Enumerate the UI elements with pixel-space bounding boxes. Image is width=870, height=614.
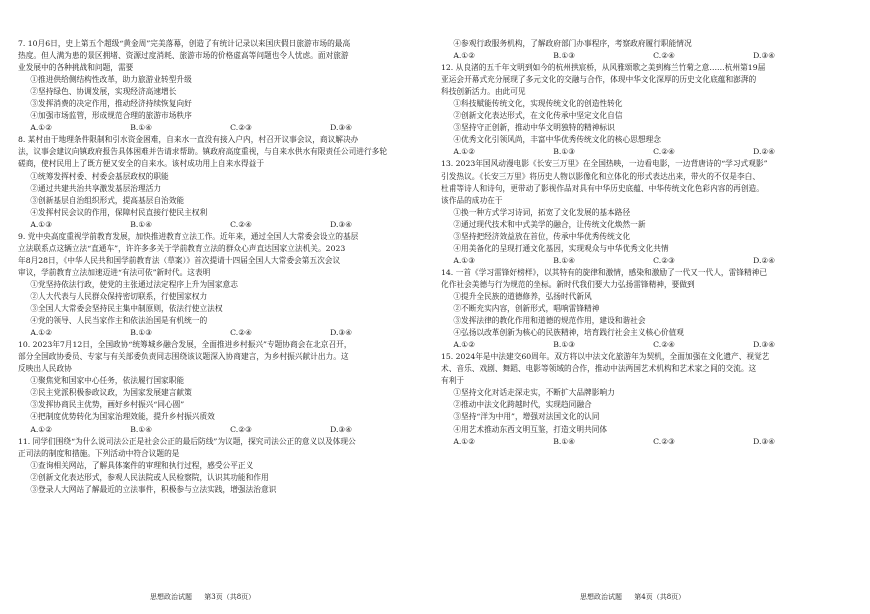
option-b: B.①④ (130, 424, 153, 434)
question-stem: 10. 2023年7月12日，全国政协“统筹城乡融合发展，全面推进乡村振兴”专题协商会在北京召开， (18, 340, 352, 350)
answer-options (441, 339, 853, 351)
option-d: D.③④ (330, 219, 353, 229)
statement-item: ③发挥协商民主优势，画好乡村振兴“同心圆” (30, 400, 185, 410)
answer-options (18, 219, 430, 231)
option-a: A.①② (453, 340, 476, 350)
option-d: D.③④ (753, 51, 776, 61)
statement-item: ③坚持守正创新，推动中华文明独特的精神标识 (453, 123, 615, 133)
question-7 (18, 38, 430, 134)
statement-item: ④用艺术推动东西文明互鉴，打造文明共同体 (453, 424, 608, 434)
statement-item: ④党的领导、人民当家作主和依法治国是有机统一的 (30, 316, 208, 326)
question-stem: 该作品的成功在于 (441, 195, 503, 205)
statement-item: ①查询相关网站，了解具体案件的审理和执行过程，感受公平正义 (30, 460, 254, 470)
answer-options (441, 255, 853, 267)
statement-item: ②创新文化表达形式，参观人民法院或人民检察院，认识其功能和作用 (30, 472, 269, 482)
footer-subject: 思想政治试题 (580, 593, 622, 601)
option-d: D.②④ (753, 147, 776, 157)
question-11-continued (441, 38, 853, 62)
option-b: B.①③ (130, 328, 153, 338)
option-c: C.②④ (653, 51, 675, 61)
page-3-column (18, 38, 430, 496)
question-stem: 立法联系点这辆立法“直通车”，许许多多关于学前教育立法的群众心声直达国家立法机关。2023 (18, 243, 346, 253)
footer-subject: 思想政治试题 (150, 593, 192, 601)
option-a: A.①② (453, 436, 476, 446)
statement-item: ①提升全民族的道德修养，弘扬时代新风 (453, 291, 592, 301)
question-stem: 审议，学前教育立法加速迈进“有法可依”新时代。这表明 (18, 267, 211, 277)
option-b: B.①③ (553, 147, 576, 157)
statement-item: ①坚持文化对话走深走实，不断扩大品牌影响力 (453, 388, 615, 398)
answer-options (18, 424, 430, 436)
option-c: C.②③ (653, 255, 675, 265)
statement-item: ②不断充实内容，创新形式，唱响雷锋精神 (453, 304, 600, 314)
page-4-column (441, 38, 853, 448)
page-footer-right (580, 592, 695, 602)
option-c: C.②③ (653, 436, 675, 446)
option-a: A.①③ (30, 219, 53, 229)
question-14 (441, 267, 853, 351)
question-stem: 15. 2024年是中法建交60周年。双方将以中法文化旅游年为契机，全面加强在文化遗产、视觉艺 (441, 352, 770, 362)
option-c: C.②④ (230, 219, 252, 229)
option-d: D.③④ (753, 436, 776, 446)
question-stem: 术、音乐、戏剧、舞蹈、电影等领域的合作，推动中法两国艺术机构和艺术家之间的交流。这 (441, 364, 757, 374)
question-stem: 12. 从良渚的五千年文明到如今的杭州拱宸桥，从风雅颂歌之美到梅兰竹菊之意……杭州第19届 (441, 63, 766, 73)
question-stem: 热度。但人满为患的景区拥堵、资源过度消耗、旅游市场的价格虚高等问题也令人忧虑。面对旅游 (18, 51, 349, 61)
option-b: B.①③ (553, 51, 576, 61)
option-b: B.①④ (553, 436, 576, 446)
question-stem: 科技创新活力。由此可见 (441, 87, 526, 97)
option-c: C.②④ (230, 328, 252, 338)
question-stem: 年8月28日，《中华人民共和国学前教育法（草案）》首次提请十四届全国人大常委会第五次会议 (18, 255, 341, 265)
question-9 (18, 231, 430, 339)
statement-item: ③全国人大常委会坚持民主集中制原则，依法行使立法权 (30, 304, 223, 314)
question-stem: 亚运会开幕式充分展现了多元文化的交融与合作，体现中华文化深厚的历史文化底蕴和澎湃的 (441, 75, 757, 85)
statement-item: ①党坚持依法行政，使党的主张通过法定程序上升为国家意志 (30, 279, 238, 289)
option-a: A.①② (30, 424, 53, 434)
question-stem: 有利于 (441, 376, 465, 386)
question-12 (441, 62, 853, 158)
question-10 (18, 339, 430, 435)
question-8 (18, 134, 430, 230)
question-stem: 9. 党中央高度重视学前教育发展，加快推进教育立法工作。近年来，通过全国人大常委会设立的基层 (18, 231, 359, 241)
question-stem: 杜甫等诗人和诗句，更带动了影视作品对具有中华历史底蕴、中华传统文化色彩内容的再创造。 (441, 183, 764, 193)
question-stem: 部分全国政协委员、专家与有关部委负责同志围绕该议题深入协商建言，为乡村振兴献计出力。这 (18, 352, 349, 362)
option-d: D.③④ (753, 340, 776, 350)
option-d: D.③④ (330, 328, 353, 338)
page-footer-left (150, 592, 265, 602)
option-d: D.③④ (330, 123, 353, 133)
statement-item: ④参观行政服务机构，了解政府部门办事程序，考察政府履行职能情况 (453, 39, 692, 48)
statement-item: ①科技赋能传统文化，实现传统文化的创造性转化 (453, 99, 623, 109)
statement-item: ④加强市场监管，形成规范合理的旅游市场秩序 (30, 111, 192, 121)
option-b: B.①④ (130, 219, 153, 229)
answer-options (18, 122, 430, 134)
question-stem: 磋商，使村民用上了既方便又安全的自来水。该村成功用上自来水得益于 (18, 159, 265, 169)
statement-item: ④发挥村民会议的作用，保障村民直接行使民主权利 (30, 207, 208, 217)
question-stem: 正司法的制度和措施。下列活动中符合议题的是 (18, 448, 180, 458)
statement-item: ④把制度优势转化为国家治理效能，提升乡村振兴质效 (30, 412, 215, 422)
question-stem: 13. 2023年国风动漫电影《长安三万里》在全国热映，一边看电影，一边背唐诗的“学习式观影” (441, 159, 768, 169)
footer-page-number: 第4页（共8页） (634, 593, 686, 601)
question-stem: 业发展中的各种挑战和问题，需要 (18, 63, 134, 73)
statement-item: ④优秀文化引领风尚，丰富中华优秀传统文化的核心思想理念 (453, 135, 661, 145)
option-c: C.②④ (653, 147, 675, 157)
question-stem: 11. 同学们围绕“为什么说司法公正是社会公正的最后防线”为议题，探究司法公正的意义以及体现公 (18, 436, 356, 446)
statement-item: ②通过现代技术和中式美学的融合，让传统文化焕然一新 (453, 219, 646, 229)
statement-item: ②通过共建共治共享激发基层治理活力 (30, 183, 162, 193)
question-stem: 反映出人民政协 (18, 364, 72, 374)
question-stem: 7. 10月6日，史上第五个超级“黄金周”完美落幕，创造了有统计记录以来国庆假日旅游市场的最高 (18, 39, 351, 48)
statement-item: ①聚焦党和国家中心任务，依法履行国家职能 (30, 376, 185, 386)
option-b: B.①④ (130, 123, 153, 133)
statement-item: ②人大代表与人民群众保持密切联系，行使国家权力 (30, 291, 208, 301)
question-stem: 8. 某村由于地理条件限制和引水资金困难，自来水一直没有接入户内，村召开议事会议，商议解决办 (18, 135, 359, 145)
option-c: C.②③ (230, 424, 252, 434)
option-b: B.①③ (553, 340, 576, 350)
option-a: A.①② (30, 328, 53, 338)
answer-options (441, 50, 853, 62)
statement-item: ②民主党派积极参政议政，为国家发展建言献策 (30, 388, 192, 398)
statement-item: ①推进供给侧结构性改革，助力旅游业转型升级 (30, 75, 192, 85)
answer-options (441, 436, 853, 448)
option-d: D.③④ (330, 424, 353, 434)
statement-item: ③发挥法律的教化作用和道德的规范作用，建设和谐社会 (453, 316, 646, 326)
option-a: A.①② (453, 147, 476, 157)
statement-item: ④弘扬以改革创新为核心的民族精神，培育践行社会主义核心价值观 (453, 328, 684, 338)
statement-item: ②推动中法文化跨越时代，实现趋同融合 (453, 400, 592, 410)
question-11 (18, 436, 430, 496)
statement-item: ②坚持绿色、协调发展，实现经济高速增长 (30, 87, 177, 97)
statement-item: ①统筹发挥村委、村委会基层政权的职能 (30, 171, 169, 181)
question-13 (441, 158, 853, 266)
option-a: A.①② (30, 123, 53, 133)
statement-item: ④用美备化的呈现打通文化基因，实现观众与中华优秀文化共情 (453, 243, 669, 253)
statement-item: ③坚持把经济效益放在首位，传承中华优秀传统文化 (453, 231, 631, 241)
question-stem: 化作社会美德与行为规范的坐标。新时代我们要大力弘扬雷锋精神，要做到 (441, 279, 695, 289)
statement-item: ③发挥消费的决定作用，推动经济持续恢复向好 (30, 99, 192, 109)
answer-options (18, 327, 430, 339)
statement-item: ②创新文化表达形式，在文化传承中坚定文化自信 (453, 111, 623, 121)
footer-page-number: 第3页（共8页） (204, 593, 256, 601)
option-a: A.①③ (453, 255, 476, 265)
option-a: A.①② (453, 51, 476, 61)
question-15 (441, 351, 853, 447)
statement-item: ③登录人大网站了解最近的立法事件，积极参与立法实践，增强法治意识 (30, 484, 277, 494)
question-stem: 法，议事会建议向镇政府报告具体困难并告请求帮助。镇政府高度重视，与自来水供水有限责任公司进行多轮 (18, 147, 388, 157)
statement-item: ③坚持“洋为中用”，增强对法国文化的认同 (453, 412, 600, 422)
option-c: C.②③ (230, 123, 252, 133)
question-stem: 14. 一首《学习雷锋好榜样》，以其特有的旋律和激情，感染和激励了一代又一代人，雷锋精神已 (441, 267, 768, 277)
statement-item: ①换一种方式学习诗词，拓宽了文化发展的基本路径 (453, 207, 631, 217)
option-c: C.②④ (653, 340, 675, 350)
statement-item: ③创新基层自治组织形式，提高基层自治效能 (30, 195, 185, 205)
question-stem: 引发热议。《长安三万里》将历史人物以影像化和立体化的形式表达出来，带火的不仅是李白、 (441, 171, 761, 181)
option-b: B.①④ (553, 255, 576, 265)
answer-options (441, 146, 853, 158)
option-d: D.②④ (753, 255, 776, 265)
